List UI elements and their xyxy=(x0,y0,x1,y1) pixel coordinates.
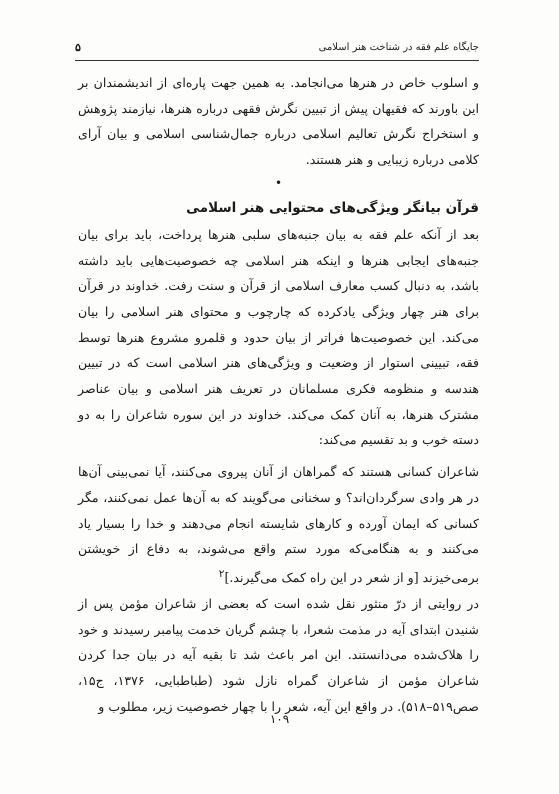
quranic-quote xyxy=(78,459,479,591)
running-head-title: جایگاه علم فقه در شناخت هنر اسلامی xyxy=(318,42,479,53)
page-body xyxy=(78,70,479,719)
header-rule xyxy=(75,60,479,61)
page-number: ۱۰۹ xyxy=(269,712,290,726)
quote-text: شاعران کسانی هستند که گمراهان از آنان پیروی می‌کنند، آیا نمی‌بینی آن‌ها در هر وادی سرگردان‌اند؟ و سخنانی می‌گویند که به آن‌ها عمل نمی‌کنند، مگر کسانی که ایمان آورده و کارهای شایسته انجام می‌دهند و خدا را بسیار یاد می‌کنند و به هنگامی‌که مورد ستم واقع می‌شوند، به دفاع از خویشتن برمی‌خیزند [و از شعر در این راه کمک می‌گیرند.] xyxy=(78,464,479,586)
footnote-marker: ۲ xyxy=(218,567,225,580)
running-head xyxy=(75,40,479,56)
paragraph-2: بعد از آنکه علم فقه به بیان جنبه‌های سلبی هنرها پرداخت، باید برای بیان جنبه‌های ایجابی هنرها و اینکه هنر اسلامی چه خصوصیت‌هایی باید داشته باشد، به دنبال کسب معارف اسلامی از قرآن و سنت رفت. خداوند در قرآن برای هنر چهار ویژگی یادکرده که چارچوب و محتوای هنر اسلامی را بیان می‌کند. این خصوصیت‌ها فراتر از بیان حدود و قلمرو مشروع هنرها توسط فقه، تبیینی استوار از وضعیت و ویژگی‌های هنر اسلامی است که در تبیین هندسه و منظومه فکری مسلمانان در تعریف هنر اسلامی و بیان عناصر مشترک هنرها، به آنان کمک می‌کند. خداوند در این سوره شاعران را به دو دسته خوب و بد تقسیم می‌کند: xyxy=(78,226,479,448)
section-end-mark: • xyxy=(274,175,283,190)
section-heading: قرآن بیانگر ویژگی‌های محتوایی هنر اسلامی xyxy=(186,199,479,216)
paragraph-3: در روایتی از درّ منثور نقل شده است که بعضی از شاعران مؤمن پس از شنیدن ابتدای آیه در مذمت شعرا، با چشم گریان خدمت پیامبر رسیدند و خود را هلاک‌شده می‌دانستند. این امر باعث شد تا بقیه آیه در بیان جدا کردن شاعران مؤمن از شاعران گمراه نازل شود (طباطبایی، ۱۳۷۶، ج۱۵، صص۵۱۹–۵۱۸). در واقع این آیه، شعر را با چهار خصوصیت زیر، مطلوب و xyxy=(78,595,479,714)
running-head-folio: ۵ xyxy=(75,41,81,54)
paragraph-1: و اسلوب خاص در هنرها می‌انجامد. به همین جهت پاره‌ای از اندیشمندان بر این باورند که فقیهان پیش از تبیین نگرش فقهی درباره هنرها، نیازمند پژوهش و استخراج نگرش تعالیم اسلامی درباره جمال‌شناسی اسلامی و بیان آرای کلامی درباره زیبایی و هنر هستند. xyxy=(78,75,479,168)
